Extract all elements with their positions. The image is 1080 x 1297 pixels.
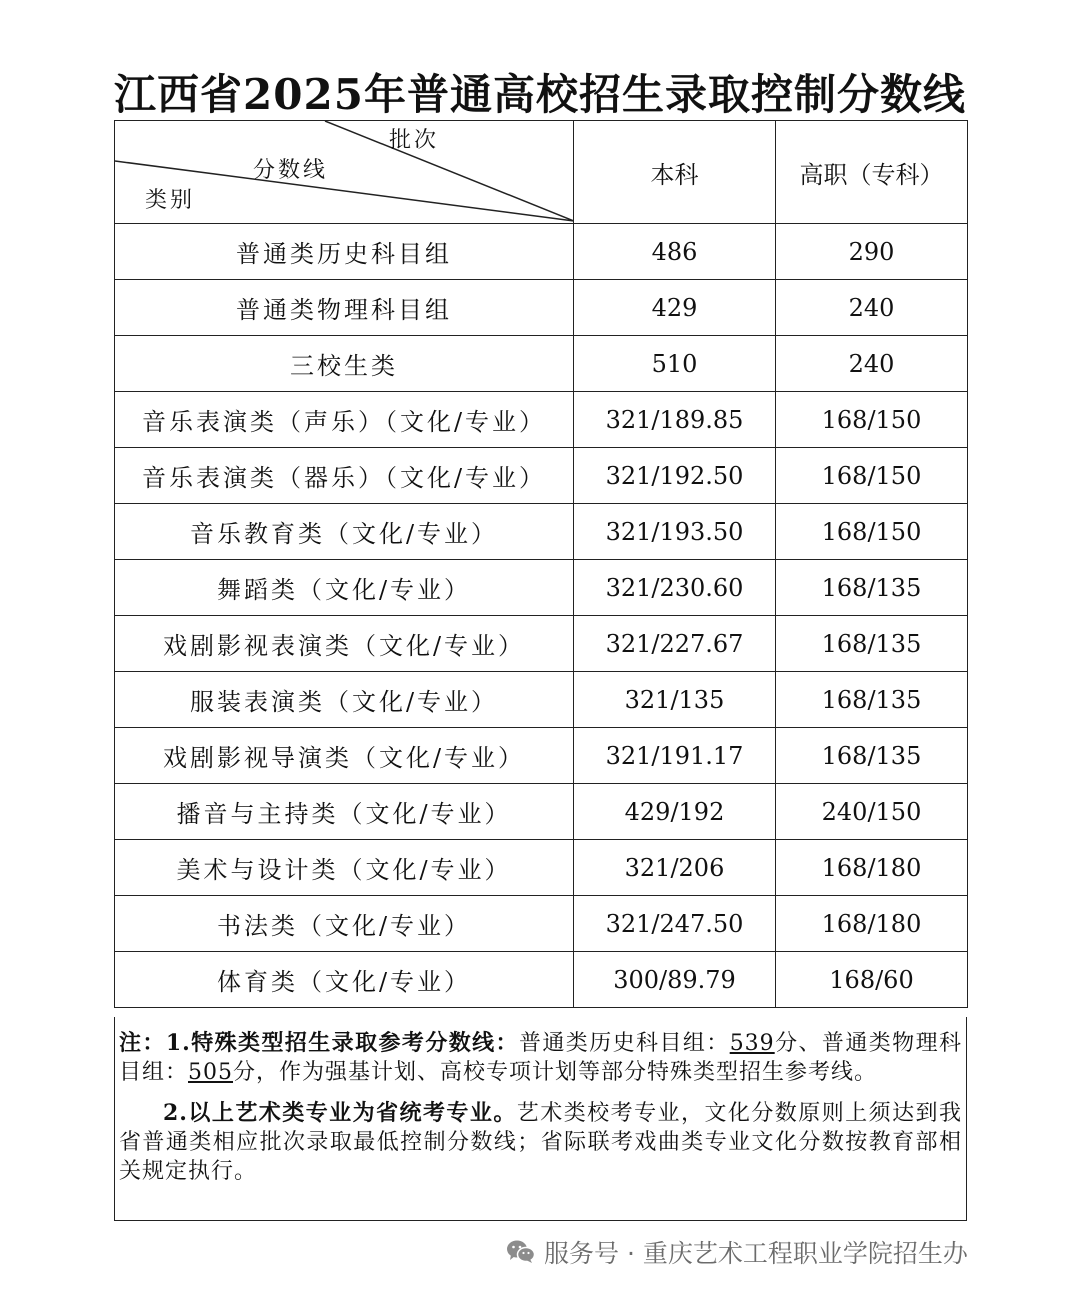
vocational-score-cell: 240/150	[776, 784, 968, 840]
category-cell: 服装表演类（文化/专业）	[115, 672, 574, 728]
category-cell: 书法类（文化/专业）	[115, 896, 574, 952]
bachelor-score-cell: 486	[574, 224, 776, 280]
page-title: 江西省2025年普通高校招生录取控制分数线	[114, 70, 966, 119]
notes-box	[114, 1017, 967, 1221]
bachelor-score-cell: 510	[574, 336, 776, 392]
vocational-score-cell: 240	[776, 336, 968, 392]
category-cell: 音乐教育类（文化/专业）	[115, 504, 574, 560]
category-cell: 普通类物理科目组	[115, 280, 574, 336]
table-header-row	[115, 121, 968, 224]
vocational-score-cell: 168/180	[776, 896, 968, 952]
vocational-score-cell: 168/135	[776, 616, 968, 672]
note-1-part3: 分，作为强基计划、高校专项计划等部分特殊类型招生参考线。	[233, 1060, 878, 1085]
vocational-score-cell: 168/135	[776, 728, 968, 784]
bachelor-score-cell: 321/193.50	[574, 504, 776, 560]
vocational-score-cell: 168/60	[776, 952, 968, 1008]
vocational-score-cell: 168/150	[776, 504, 968, 560]
physics-reference-score: 505	[188, 1060, 234, 1085]
bachelor-score-cell: 321/135	[574, 672, 776, 728]
vocational-score-cell: 290	[776, 224, 968, 280]
table-row	[115, 840, 968, 896]
watermark-footer	[506, 1232, 968, 1272]
category-cell: 三校生类	[115, 336, 574, 392]
table-row	[115, 784, 968, 840]
category-label: 类别	[145, 188, 196, 213]
score-table	[114, 120, 968, 1008]
note-1	[119, 1029, 962, 1087]
table-row	[115, 952, 968, 1008]
table-row	[115, 560, 968, 616]
bachelor-score-cell: 300/89.79	[574, 952, 776, 1008]
vocational-score-cell: 168/135	[776, 672, 968, 728]
category-cell: 音乐表演类（声乐）（文化/专业）	[115, 392, 574, 448]
category-cell: 体育类（文化/专业）	[115, 952, 574, 1008]
category-cell: 美术与设计类（文化/专业）	[115, 840, 574, 896]
table-row	[115, 280, 968, 336]
vocational-score-cell: 168/180	[776, 840, 968, 896]
note-1-part1: 普通类历史科目组：	[518, 1031, 730, 1056]
table-row	[115, 504, 968, 560]
bachelor-score-cell: 321/247.50	[574, 896, 776, 952]
bachelor-score-cell: 429	[574, 280, 776, 336]
category-cell: 舞蹈类（文化/专业）	[115, 560, 574, 616]
column-header-vocational: 高职（专科）	[776, 121, 968, 224]
diagonal-header-cell	[115, 121, 574, 224]
note-2	[119, 1099, 962, 1186]
table-row	[115, 336, 968, 392]
bachelor-score-cell: 429/192	[574, 784, 776, 840]
note-2-lead: 2.以上艺术类专业为省统考专业。	[163, 1100, 517, 1126]
bachelor-score-cell: 321/191.17	[574, 728, 776, 784]
bachelor-score-cell: 321/206	[574, 840, 776, 896]
note-1-part2: 分、普通类物理科目组：	[119, 1031, 962, 1085]
wechat-icon	[506, 1239, 536, 1265]
note-1-lead: 注：1.特殊类型招生录取参考分数线：	[119, 1030, 519, 1056]
vocational-score-cell: 168/150	[776, 448, 968, 504]
bachelor-score-cell: 321/230.60	[574, 560, 776, 616]
category-cell: 音乐表演类（器乐）（文化/专业）	[115, 448, 574, 504]
category-cell: 戏剧影视表演类（文化/专业）	[115, 616, 574, 672]
column-header-bachelor: 本科	[574, 121, 776, 224]
watermark-text: 服务号 · 重庆艺术工程职业学院招生办	[544, 1239, 968, 1268]
vocational-score-cell: 240	[776, 280, 968, 336]
table-row	[115, 616, 968, 672]
category-cell: 播音与主持类（文化/专业）	[115, 784, 574, 840]
category-cell: 普通类历史科目组	[115, 224, 574, 280]
score-label: 分数线	[253, 158, 329, 183]
table-row	[115, 896, 968, 952]
vocational-score-cell: 168/135	[776, 560, 968, 616]
table-row	[115, 672, 968, 728]
bachelor-score-cell: 321/192.50	[574, 448, 776, 504]
batch-label: 批次	[389, 128, 440, 153]
history-reference-score: 539	[729, 1031, 775, 1056]
table-row	[115, 448, 968, 504]
table-row	[115, 392, 968, 448]
bachelor-score-cell: 321/189.85	[574, 392, 776, 448]
table-row	[115, 224, 968, 280]
category-cell: 戏剧影视导演类（文化/专业）	[115, 728, 574, 784]
note-2-body: 艺术类校考专业，文化分数原则上须达到我省普通类相应批次录取最低控制分数线；省际联考戏曲类专业文化分数按教育部相关规定执行。	[119, 1101, 962, 1184]
bachelor-score-cell: 321/227.67	[574, 616, 776, 672]
table-row	[115, 728, 968, 784]
vocational-score-cell: 168/150	[776, 392, 968, 448]
